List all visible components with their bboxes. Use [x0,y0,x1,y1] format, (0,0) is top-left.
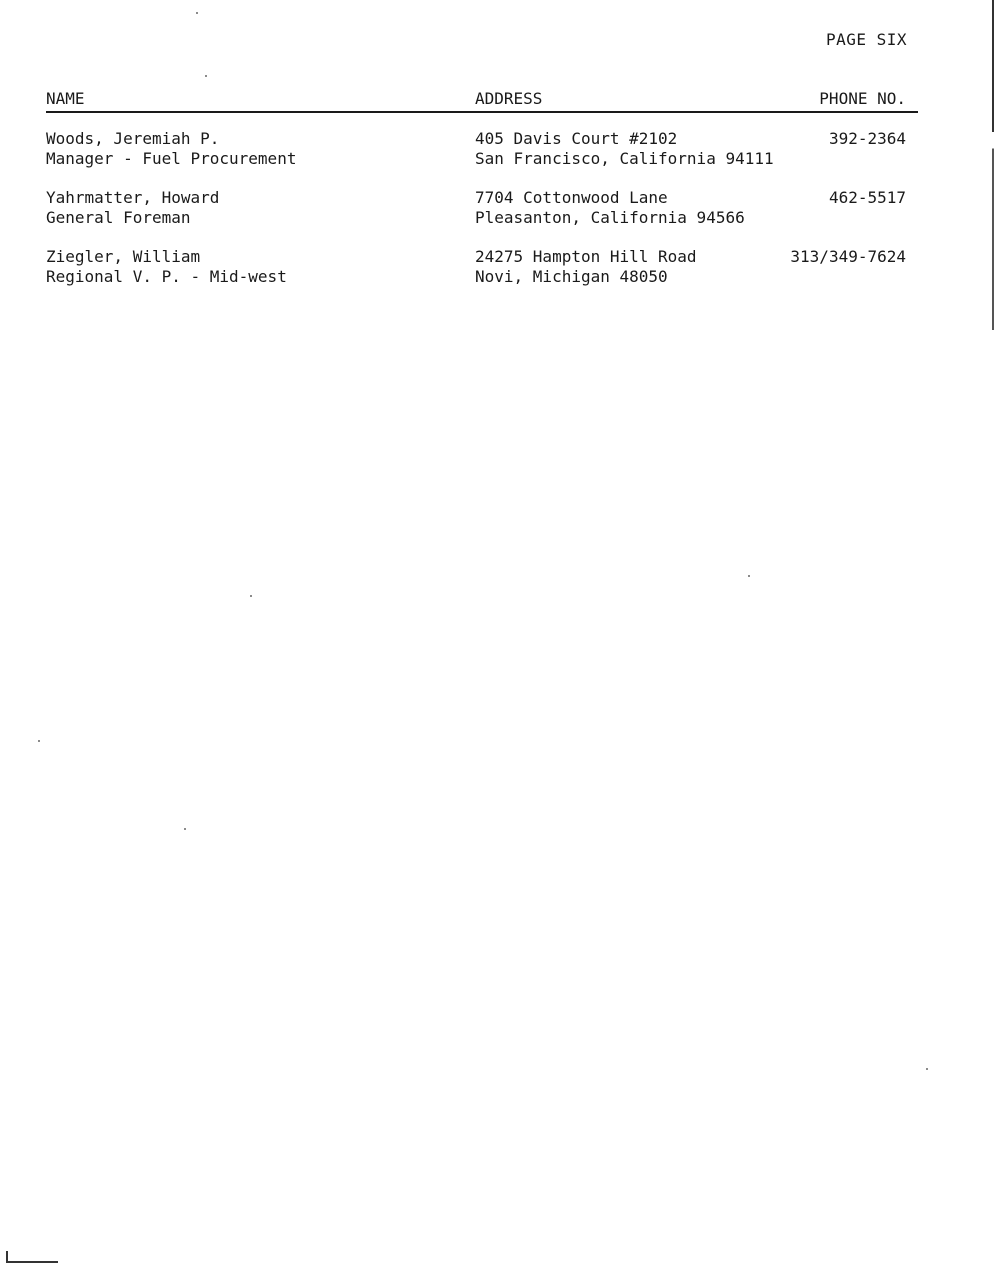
directory-entry [46,188,918,247]
entry-name: Yahrmatter, Howard [46,188,220,207]
entry-phone: 392-2364 [828,129,906,148]
entry-address-line2: Novi, Michigan 48050 [475,267,668,286]
entry-title: Regional V. P. - Mid-west [46,267,287,286]
scan-speck [926,1068,928,1070]
scan-speck [250,595,252,597]
entry-name-block [46,129,296,169]
page-number: PAGE SIX [825,30,907,49]
entry-address-block [475,247,697,287]
entry-address-line1: 7704 Cottonwood Lane [475,188,668,207]
scan-speck [748,575,750,577]
entry-address-line2: San Francisco, California 94111 [475,149,774,168]
scan-speck [38,740,40,742]
entry-name: Ziegler, William [46,247,201,266]
entry-address-line1: 405 Davis Court #2102 [475,129,678,148]
entry-address-block [475,129,774,169]
scan-corner-mark [6,1251,58,1263]
scan-speck [184,828,186,830]
scan-speck [196,12,198,14]
directory-list [46,129,918,306]
directory-entry [46,247,918,306]
directory-entry [46,129,918,188]
column-header-row [46,89,918,113]
entry-title: Manager - Fuel Procurement [46,149,297,168]
column-header-name: NAME [46,89,85,108]
entry-title: General Foreman [46,208,191,227]
entry-address-block [475,188,745,228]
entry-address-line1: 24275 Hampton Hill Road [475,247,697,266]
column-header-address: ADDRESS [475,89,543,108]
scan-edge-line [992,0,994,330]
entry-address-line2: Pleasanton, California 94566 [475,208,745,227]
entry-phone: 313/349-7624 [790,247,906,266]
entry-name: Woods, Jeremiah P. [46,129,220,148]
entry-name-block [46,188,219,228]
entry-phone: 462-5517 [828,188,906,207]
scan-speck [205,75,207,77]
entry-name-block [46,247,287,287]
column-header-phone: PHONE NO. [819,89,906,108]
